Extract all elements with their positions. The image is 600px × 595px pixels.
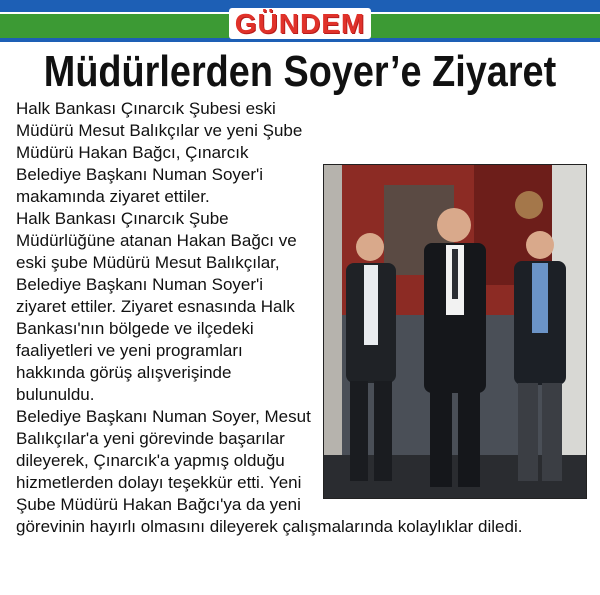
article-photo xyxy=(323,164,587,499)
photo-illustration xyxy=(324,165,586,498)
article-paragraph-2: Halk Bankası Çınarcık Şube Müdürlüğüne atanan Hakan Bağcı ve eski şube Müdürü Mesut Balıkçılar, Belediye Başkanı Numan Soyer'i ziyaret ettiler. Ziyaret esnasında Halk Bankası'nın bölgede ve ilçedeki faaliyetleri ve yeni programları hakkında görüş alışverişinde bulunuldu. xyxy=(16,209,297,404)
article-body xyxy=(16,98,591,590)
section-label-text: GÜNDEM xyxy=(229,8,371,39)
section-label xyxy=(0,6,600,42)
article-headline: Müdürlerden Soyer’e Ziyaret xyxy=(43,47,557,96)
article-paragraph-1: Halk Bankası Çınarcık Şubesi eski Müdürü Mesut Balıkçılar ve yeni Şube Müdürü Hakan Bağcı, Çınarcık Belediye Başkanı Numan Soyer'i makamında ziyaret ettiler. xyxy=(16,99,303,206)
article-paragraph-3: Belediye Başkanı Numan Soyer, Mesut Balıkçılar'a yeni görevinde başarılar dileyerek, Çınarcık'a yapmış olduğu hizmetlerden dolayı teşekkür etti. Yeni Şube Müdürü Hakan Bağcı'ya da yeni görevinin hayırlı olmasını dileyerek çalışmalarında kolaylıklar diledi. xyxy=(16,407,523,536)
